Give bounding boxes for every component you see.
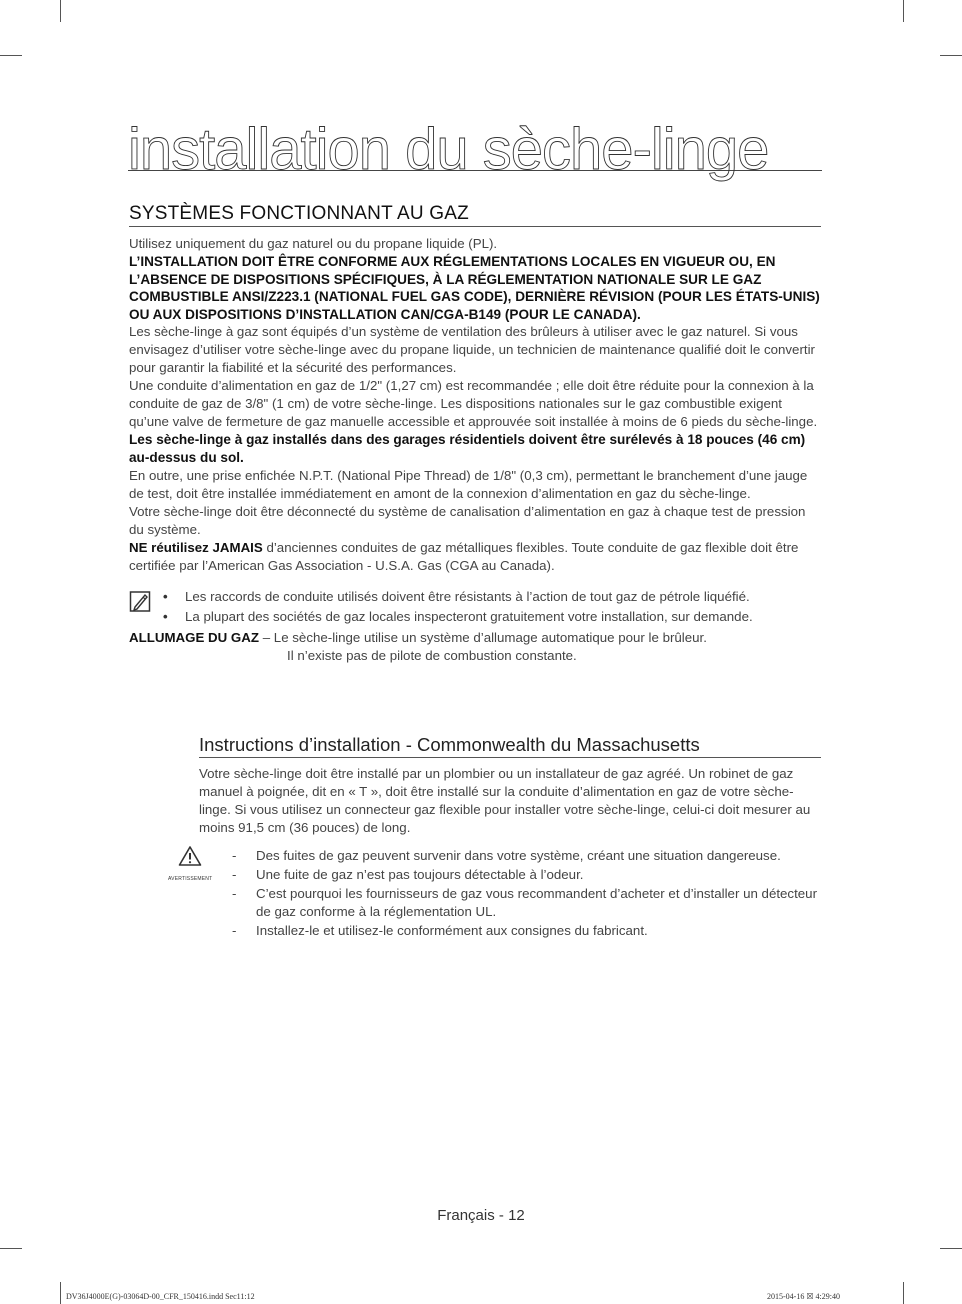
warning-block: [168, 847, 821, 940]
allumage-label: ALLUMAGE DU GAZ: [129, 630, 260, 645]
paragraph: Une conduite d’alimentation en gaz de 1/2" (1,27 cm) est recommandée ; elle doit être réduite pour la connexion à la conduite de gaz de 3/8" (1 cm) de votre sèche-linge. Les dispositions nationales sur le gaz combustible exigent qu’une valve de fermeture de gaz manuelle accessible et approuvée soit installée à moins de 6 pieds du sèche-linge.: [129, 378, 818, 429]
list-item: • La plupart des sociétés de gaz locales inspecteront gratuitement votre installation, sur demande.: [163, 609, 753, 624]
never-reuse-label: NE réutilisez JAMAIS: [129, 540, 263, 555]
file-info: DV36J4000E(G)-03064D-00_CFR_150416.indd Sec11:12: [66, 1292, 255, 1301]
list-item: - Une fuite de gaz n’est pas toujours détectable à l’odeur.: [232, 867, 584, 882]
paragraph: Les sèche-linge à gaz sont équipés d’un système de ventilation des brûleurs à utiliser avec le gaz naturel. Si vous envisagez d’utiliser votre sèche-linge avec du propane liquide, un technicien de maintenance qualifié doit le convertir pour garantir la fiabilité et la sécurité des performances.: [129, 324, 815, 375]
allumage-line-2: Il n’existe pas de pilote de combustion constante.: [287, 648, 577, 663]
main-body: [129, 235, 821, 665]
crop-mark: [0, 1248, 22, 1249]
note-block: [129, 587, 821, 629]
section-heading: SYSTÈMES FONCTIONNANT AU GAZ: [129, 203, 821, 227]
allumage-text: – Le sèche-linge utilise un système d’allumage automatique pour le brûleur.: [259, 630, 707, 645]
paragraph: En outre, une prise enfichée N.P.T. (National Pipe Thread) de 1/8" (0,3 cm), permettant le branchement d’une jauge de test, doit être installée immédiatement en amont de la connexion d’alimentation en gaz du sèche-linge.: [129, 468, 808, 501]
crop-mark: [60, 0, 61, 22]
subsection-heading: Instructions d’installation - Commonwealth du Massachusetts: [199, 734, 821, 758]
warning-label: AVERTISSEMENT: [168, 876, 213, 882]
note-bullet-list: [163, 587, 823, 627]
crop-mark: [903, 1282, 904, 1304]
note-pencil-icon: [129, 589, 151, 613]
print-date: 2015-04-16 ☒ 4:29:40: [767, 1292, 840, 1301]
crop-mark: [940, 55, 962, 56]
intro-text: Utilisez uniquement du gaz naturel ou du propane liquide (PL).: [129, 236, 498, 251]
garage-warning-text: Les sèche-linge à gaz installés dans des garages résidentiels doivent être surélevés à 18 pouces (46 cm) au-dessus du sol.: [129, 432, 806, 465]
crop-mark: [940, 1248, 962, 1249]
crop-mark: [0, 55, 22, 56]
page-number: Français - 12: [437, 1207, 525, 1224]
regulation-caps-text: L’INSTALLATION DOIT ÊTRE CONFORME AUX RÉGLEMENTATIONS LOCALES EN VIGUEUR OU, EN L’ABSENCE DE DISPOSITIONS SPÉCIFIQUES, À LA RÉGLEMENTATION NATIONALE SUR LE GAZ COMBUSTIBLE ANSI/Z223.1 (NATIONAL FUEL GAS CODE), DERNIÈRE RÉVISION (POUR LES ÉTATS-UNIS) OU AUX DISPOSITIONS D’INSTALLATION CAN/CGA-B149 (POUR LE CANADA).: [129, 254, 820, 322]
warning-triangle-icon: [178, 845, 202, 867]
page-title: installation du sèche-linge: [128, 118, 822, 171]
paragraph: Votre sèche-linge doit être installé par un plombier ou un installateur de gaz agréé. Un robinet de gaz manuel à poignée, dit en « T », doit être installé sur la conduite d’alimentation en gaz de votre sèche-linge. Si vous utilisez un connecteur gaz flexible pour installer votre sèche-linge, celui-ci doit mesurer au moins 91,5 cm (36 pouces) de long.: [199, 766, 811, 835]
list-item: - C’est pourquoi les fournisseurs de gaz vous recommandent d’acheter et d’installer un détecteur de gaz conforme à la réglementation UL.: [232, 886, 817, 919]
paragraph: Votre sèche-linge doit être déconnecté du système de canalisation d’alimentation en gaz à chaque test de pression du système.: [129, 504, 806, 537]
warning-icon-group: [168, 845, 212, 888]
list-item: - Des fuites de gaz peuvent survenir dans votre système, créant une situation dangereuse.: [232, 848, 781, 863]
crop-mark: [60, 1282, 61, 1304]
subsection-body: [168, 765, 821, 941]
warning-list: [199, 847, 821, 940]
crop-mark: [903, 0, 904, 22]
allumage-line: [129, 629, 821, 647]
never-reuse-text: d’anciennes conduites de gaz métalliques flexibles. Toute conduite de gaz flexible doit être certifiée par l’American Gas Association - U.S.A. Gas (CGA au Canada).: [129, 540, 799, 573]
never-reuse-paragraph: [129, 539, 821, 575]
list-item: - Installez-le et utilisez-le conformément aux consignes du fabricant.: [232, 923, 648, 938]
list-item: • Les raccords de conduite utilisés doivent être résistants à l’action de tout gaz de pétrole liquéfié.: [163, 589, 750, 604]
